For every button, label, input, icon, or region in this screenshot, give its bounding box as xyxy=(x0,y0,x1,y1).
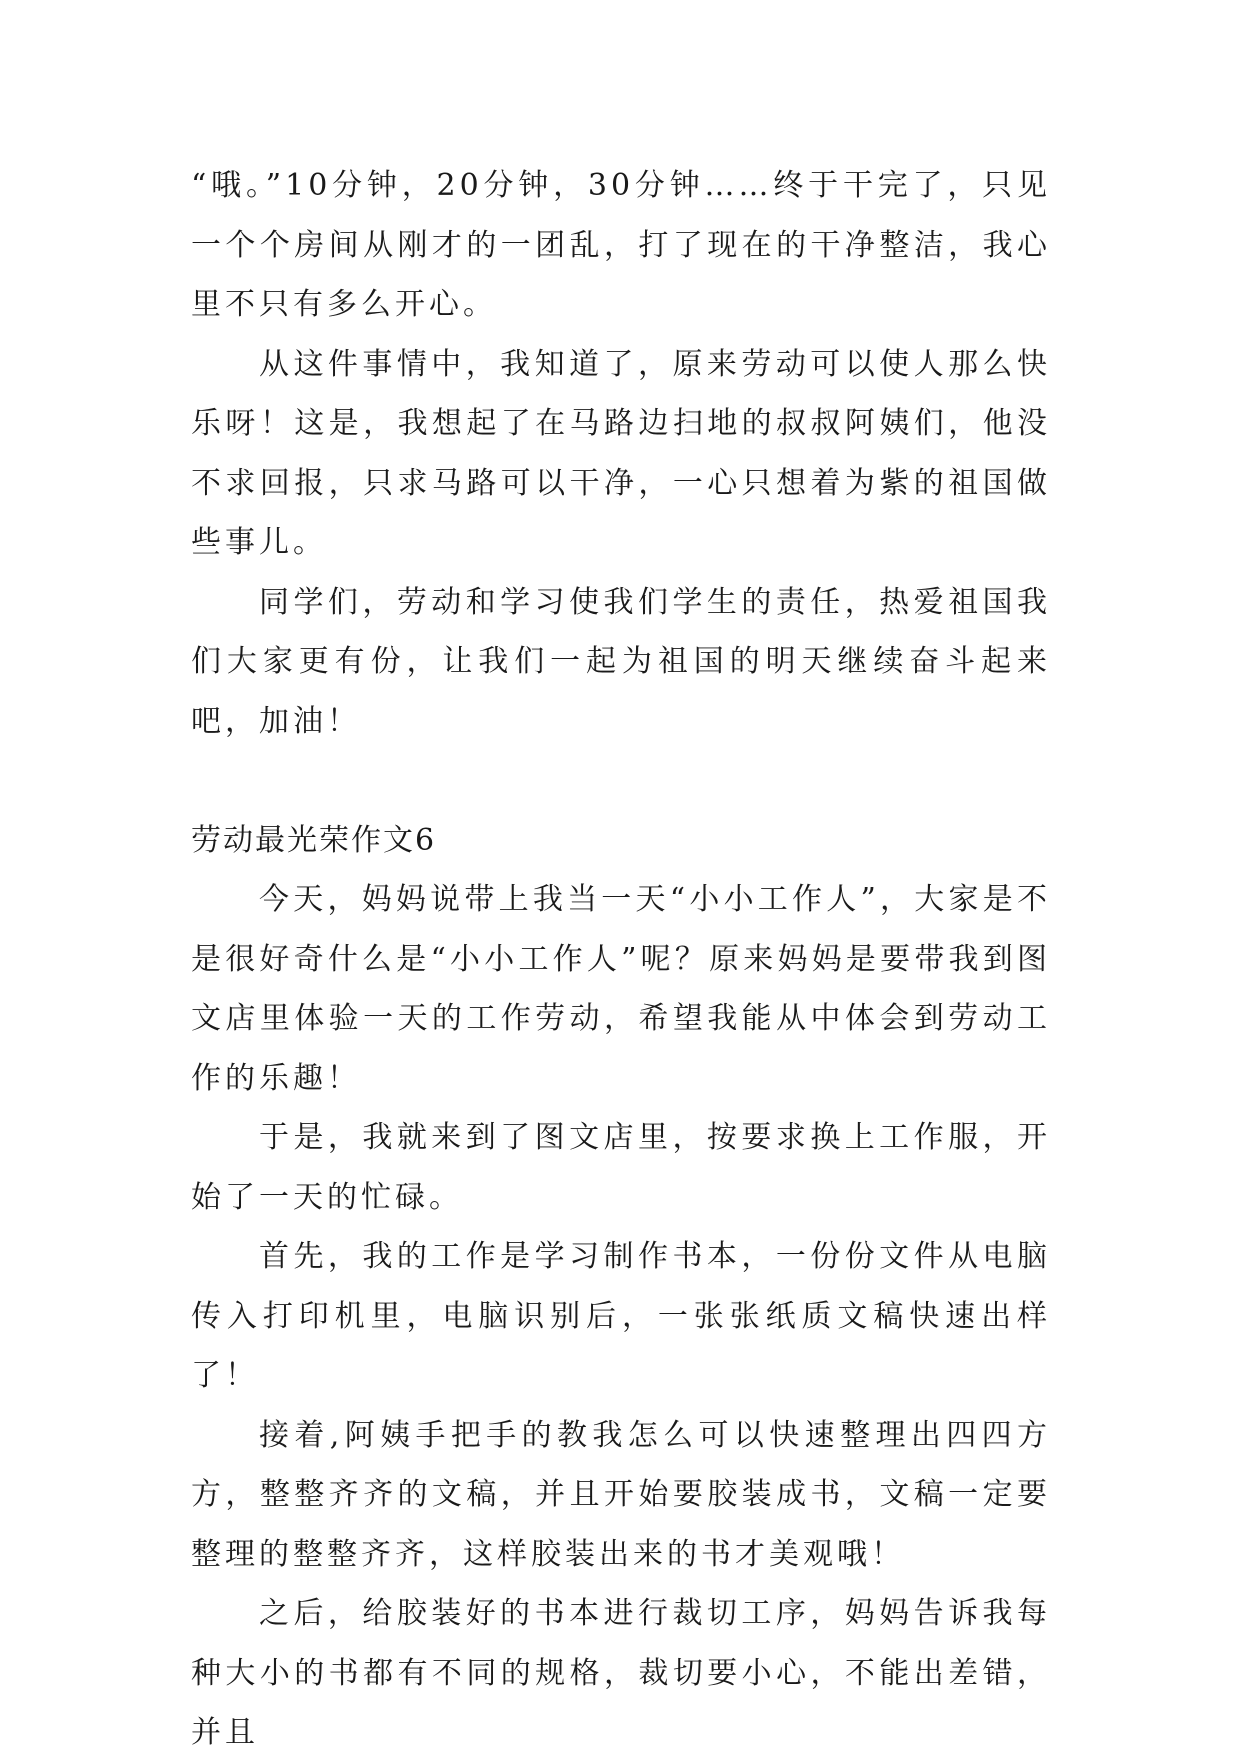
section-heading: 劳动最光荣作文6 xyxy=(191,822,437,858)
paragraph-6: 首先，我的工作是学习制作书本，一份份文件从电脑传入打印机里，电脑识别后，一张张纸质文稿快速出样了！ xyxy=(191,1239,1051,1393)
paragraph-4: 今天，妈妈说带上我当一天“小小工作人”，大家是不是很好奇什么是“小小工作人”呢？原来妈妈是要带我到图文店里体验一天的工作劳动，希望我能从中体会到劳动工作的乐趣！ xyxy=(191,882,1051,1096)
paragraph-2: 从这件事情中，我知道了，原来劳动可以使人那么快乐呀！这是，我想起了在马路边扫地的叔叔阿姨们，他没不求回报，只求马路可以干净，一心只想着为紫的祖国做些事儿。 xyxy=(191,346,1051,560)
paragraph-5: 于是，我就来到了图文店里，按要求换上工作服，开始了一天的忙碌。 xyxy=(191,1120,1051,1215)
paragraph-8: 之后，给胶装好的书本进行裁切工序，妈妈告诉我每种大小的书都有不同的规格，裁切要小心，不能出差错，并且 xyxy=(191,1596,1051,1750)
paragraph-7: 接着,阿姨手把手的教我怎么可以快速整理出四四方方，整整齐齐的文稿，并且开始要胶装成书，文稿一定要整理的整整齐齐，这样胶装出来的书才美观哦！ xyxy=(191,1417,1051,1572)
document-body xyxy=(191,156,1051,1763)
paragraph-3: 同学们，劳动和学习使我们学生的责任，热爱祖国我们大家更有份，让我们一起为祖国的明天继续奋斗起来吧，加油！ xyxy=(191,584,1051,739)
section-gap xyxy=(191,751,1051,811)
paragraph-1: “哦。”10分钟，20分钟，30分钟……终于干完了，只见一个个房间从刚才的一团乱，打了现在的干净整洁，我心里不只有多么开心。 xyxy=(191,168,1051,322)
